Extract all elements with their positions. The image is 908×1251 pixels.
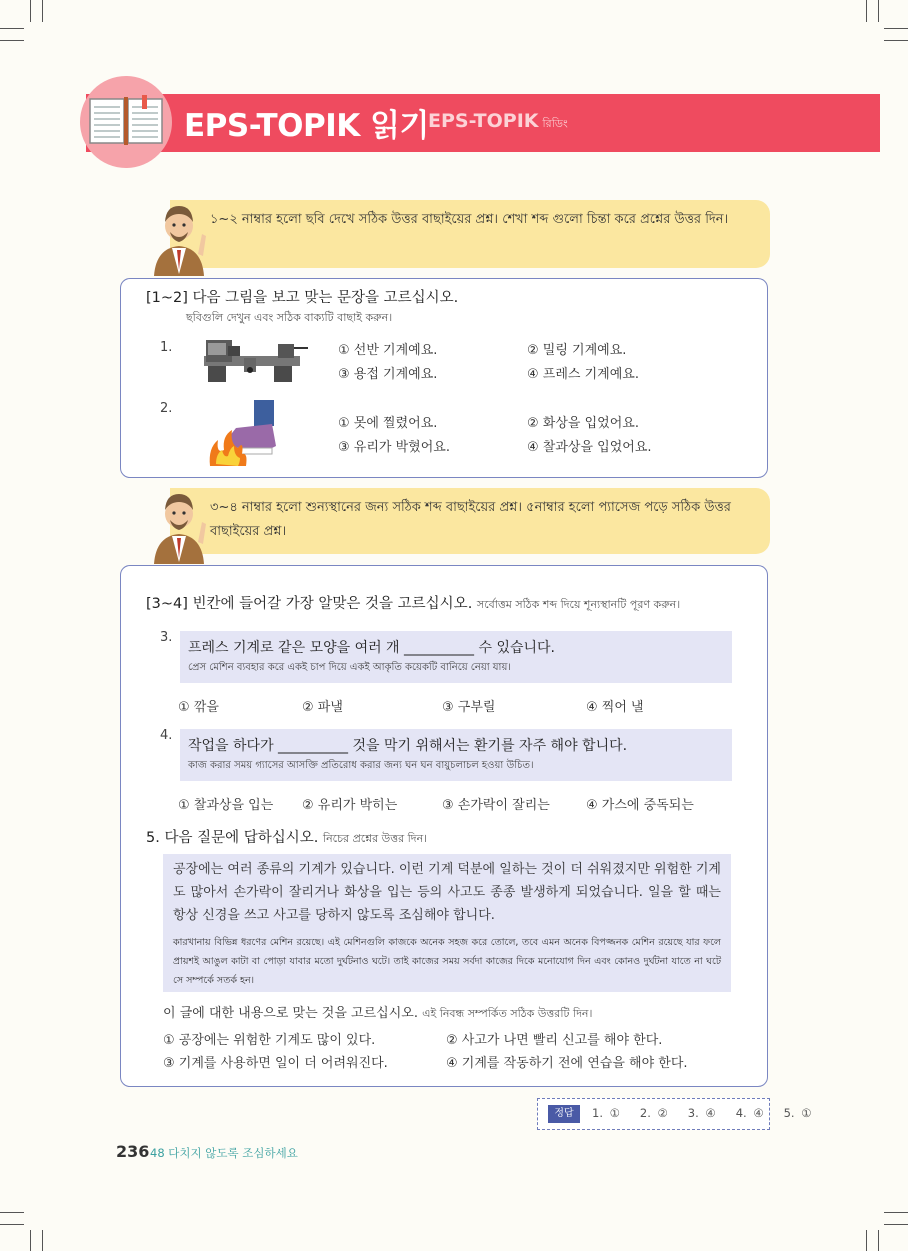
- fill-blank-translation: কাজ করার সময় গ্যাসের আসক্তি প্রতিরোধ করার জন্য ঘন ঘন বায়ুচলাচল হওয়া উচিত।: [188, 760, 534, 771]
- q5-prompt: [163, 1002, 592, 1024]
- option[interactable]: ④ 찰과상을 입었어요.: [527, 440, 652, 455]
- teacher-icon: [148, 196, 210, 276]
- question-number: 2.: [160, 401, 173, 416]
- fill-blank-box-4: [180, 729, 732, 781]
- crop-mark: [30, 1230, 31, 1251]
- option[interactable]: ④ 기계를 작동하기 전에 연습을 해야 한다.: [446, 1056, 688, 1071]
- fill-blank-translation: প্রেস মেশিন ব্যবহার করে একই চাপ দিয়ে একই আকৃতি কয়েকটি বানিয়ে নেয়া যায়।: [188, 662, 511, 673]
- crop-mark: [42, 0, 43, 22]
- question-number: 4.: [160, 728, 173, 743]
- crop-mark: [0, 1212, 24, 1213]
- fill-blank-box-3: [180, 631, 732, 683]
- answer-label: 정답: [548, 1105, 580, 1123]
- section2-heading-sub: সর্বোত্তম সঠিক শব্দ দিয়ে শূন্যস্থানটি পূরণ করুন।: [476, 598, 681, 611]
- answer-list: 1. ① 2. ② 3. ④ 4. ④ 5. ①: [592, 1106, 812, 1120]
- q5-prompt-sub: এই নিবন্ধ সম্পর্কিত সঠিক উত্তরটি দিন।: [422, 1007, 593, 1020]
- q5-heading-text: 5. 다음 질문에 답하십시오.: [146, 830, 319, 846]
- option[interactable]: ③ 유리가 박혔어요.: [338, 440, 450, 455]
- instruction-banner-2: ৩~৪ নাম্বার হলো শুন্যস্থানের জন্য সঠিক শব্দ বাছাইয়ের প্রশ্ন। ৫নাম্বার হলো প্যাসেজ পড়ে সঠিক উত্তর বাছাইয়ের প্রশ্ন।: [170, 488, 770, 554]
- crop-mark: [884, 40, 908, 41]
- fill-blank-sentence: 프레스 기계로 같은 모양을 여러 개 __________ 수 있습니다.: [188, 640, 556, 656]
- option[interactable]: ① 선반 기계예요.: [338, 343, 438, 358]
- q5-heading: [146, 826, 427, 849]
- option[interactable]: ③ 용접 기계예요.: [338, 367, 438, 382]
- section2-heading: [146, 592, 680, 615]
- crop-mark: [30, 0, 31, 22]
- option[interactable]: ② 화상을 입었어요.: [527, 416, 639, 431]
- crop-mark: [878, 1230, 879, 1251]
- crop-mark: [866, 0, 867, 22]
- option[interactable]: ② 사고가 나면 빨리 신고를 해야 한다.: [446, 1033, 663, 1048]
- crop-mark: [884, 1212, 908, 1213]
- option[interactable]: ④ 가스에 중독되는: [586, 798, 694, 813]
- lathe-machine-image: [198, 334, 310, 386]
- question-number: 3.: [160, 630, 173, 645]
- reading-passage: [163, 854, 731, 992]
- crop-mark: [0, 40, 24, 41]
- page-subtitle: [428, 110, 568, 134]
- option[interactable]: ① 공장에는 위험한 기계도 많이 있다.: [163, 1033, 376, 1048]
- crop-mark: [878, 0, 879, 22]
- answer-key: [537, 1098, 812, 1130]
- open-book-icon: [88, 95, 164, 147]
- crop-mark: [884, 28, 908, 29]
- option[interactable]: ③ 기계를 사용하면 일이 더 어려워진다.: [163, 1056, 388, 1071]
- chapter-title: 48 다치지 않도록 조심하세요: [150, 1146, 298, 1160]
- teacher-icon: [148, 484, 210, 564]
- q5-heading-sub: নিচের প্রশ্নের উত্তর দিন।: [322, 832, 428, 845]
- page-title: EPS-TOPIK 읽기: [184, 108, 429, 144]
- crop-mark: [866, 1230, 867, 1251]
- question-number: 1.: [160, 340, 173, 355]
- crop-mark: [0, 1224, 24, 1225]
- passage-korean: 공장에는 여러 종류의 기계가 있습니다. 이런 기계 덕분에 일하는 것이 더 쉬워졌지만 위험한 기계도 많아서 손가락이 잘리거나 화상을 입는 등의 사고도 종종 발생하게 되었습니다. 일을 할 때는 항상 신경을 쓰고 사고를 당하지 않도록 조심해야 합니다.: [173, 862, 721, 923]
- section1-heading-sub: ছবিগুলি দেখুন এবং সঠিক বাক্যটি বাছাই করুন।: [186, 311, 393, 324]
- instruction-banner-1: ১~২ নাম্বার হলো ছবি দেখে সঠিক উত্তর বাছাইয়ের প্রশ্ন। শেখা শব্দ গুলো চিন্তা করে প্রশ্নের উত্তর দিন।: [170, 200, 770, 268]
- subtitle-small: রিডিং: [542, 117, 568, 130]
- option[interactable]: ① 찰과상을 입는: [178, 798, 274, 813]
- option[interactable]: ① 깎을: [178, 700, 219, 715]
- subtitle-main: EPS-TOPIK: [428, 110, 539, 132]
- q5-prompt-text: 이 글에 대한 내용으로 맞는 것을 고르십시오.: [163, 1006, 418, 1021]
- page-number: 236: [116, 1142, 150, 1161]
- option[interactable]: ③ 손가락이 잘리는: [442, 798, 550, 813]
- section1-heading: [1~2] 다음 그림을 보고 맞는 문장을 고르십시오.: [146, 290, 459, 306]
- crop-mark: [0, 28, 24, 29]
- option[interactable]: ① 못에 찔렸어요.: [338, 416, 438, 431]
- option[interactable]: ④ 찍어 낼: [586, 700, 644, 715]
- crop-mark: [42, 1230, 43, 1251]
- burned-foot-image: [206, 400, 280, 470]
- option[interactable]: ② 유리가 박히는: [302, 798, 398, 813]
- crop-mark: [884, 1224, 908, 1225]
- option[interactable]: ④ 프레스 기계예요.: [527, 367, 639, 382]
- fill-blank-sentence: 작업을 하다가 __________ 것을 막기 위해서는 환기를 자주 해야 합니다.: [188, 738, 628, 754]
- option[interactable]: ② 파낼: [302, 700, 343, 715]
- passage-bengali: কারখানায় বিভিন্ন ধরণের মেশিন রয়েছে। এই মেশিনগুলি কাজকে অনেক সহজ করে তোলে, তবে এমন অনেক বিপজ্জনক মেশিন রয়েছে যার ফলে প্রায়শই আঙুল কাটা বা পোড়া যাবার মতো দুর্ঘটনাও ঘটে। তাই কাজের সময় সর্বদা কাজের দিকে মনোযোগ দিন এবং কোনও দুর্ঘটনা যাতে না ঘটে সে সম্পর্কে সতর্ক হন।: [173, 937, 721, 986]
- option[interactable]: ② 밀링 기계예요.: [527, 343, 627, 358]
- option[interactable]: ③ 구부릴: [442, 700, 496, 715]
- section2-heading-text: [3~4] 빈칸에 들어갈 가장 알맞은 것을 고르십시오.: [146, 596, 473, 612]
